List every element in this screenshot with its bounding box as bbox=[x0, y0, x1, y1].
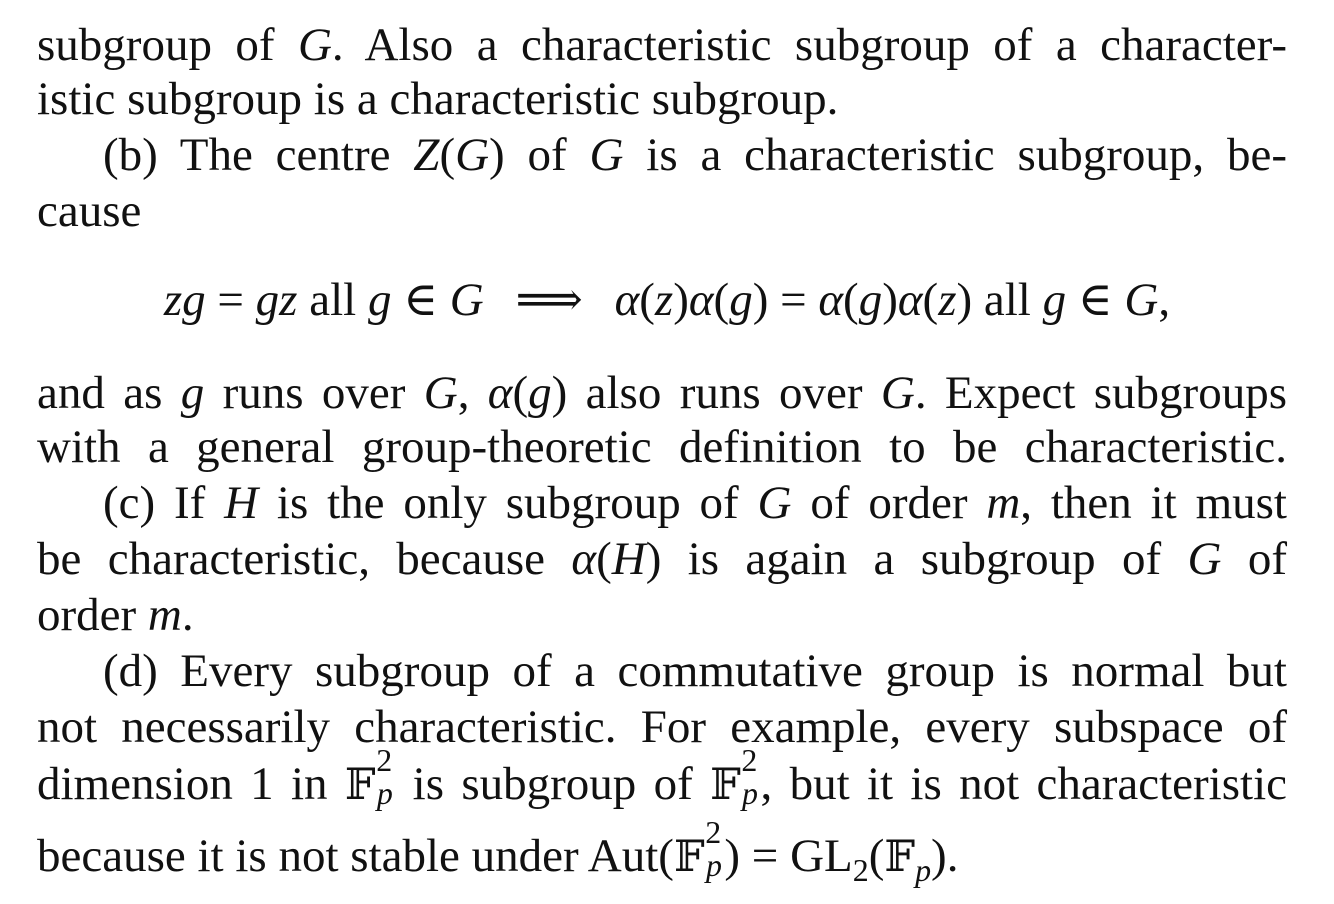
equation-lhs: zg bbox=[163, 274, 206, 326]
text-line-14: because it is not stable under Aut(𝔽 2 p ) = $GL_2(𝔽_p)$. bbox=[37, 815, 959, 889]
text-line-7: with a general group-theoretic definition to be characteristic. bbox=[37, 421, 1287, 473]
text-line-11: (d) Every subgroup of a commutative group is normal but bbox=[103, 645, 1287, 697]
text-line-4: cause bbox=[37, 185, 142, 237]
display-equation: zg = gz all g ∈ G ⟹ α(z)α(g) = α(g)α(z) all g ∈ G, bbox=[163, 274, 1171, 326]
equation-rhs: α bbox=[614, 274, 640, 326]
text-line-9: be characteristic, because α(H) is again a subgroup of G of bbox=[37, 533, 1288, 585]
text-line-6: and as g runs over G, α(g) also runs over G. Expect subgroups bbox=[37, 367, 1287, 419]
text-line-3: (b) The centre Z(G) of G is a characteristic subgroup, be- bbox=[103, 129, 1287, 181]
text-line-2: istic subgroup is a characteristic subgroup. bbox=[37, 73, 839, 125]
text-line-13: dimension 1 in 𝔽 2 p is subgroup of 𝔽 2 p , but it is not characteristic bbox=[37, 743, 1287, 812]
text-line-12: not necessarily characteristic. For example, every subspace of bbox=[37, 701, 1287, 753]
text-line-8: (c) If H is the only subgroup of G of order m, then it must bbox=[103, 477, 1287, 529]
implies-symbol: ⟹ bbox=[515, 274, 583, 326]
text-line-10: order m. bbox=[37, 589, 194, 641]
equation-all-1: all bbox=[309, 274, 357, 326]
text-line-1: subgroup of G. Also a characteristic subgroup of a character- bbox=[37, 19, 1287, 71]
equation-all-2: all bbox=[983, 274, 1031, 326]
